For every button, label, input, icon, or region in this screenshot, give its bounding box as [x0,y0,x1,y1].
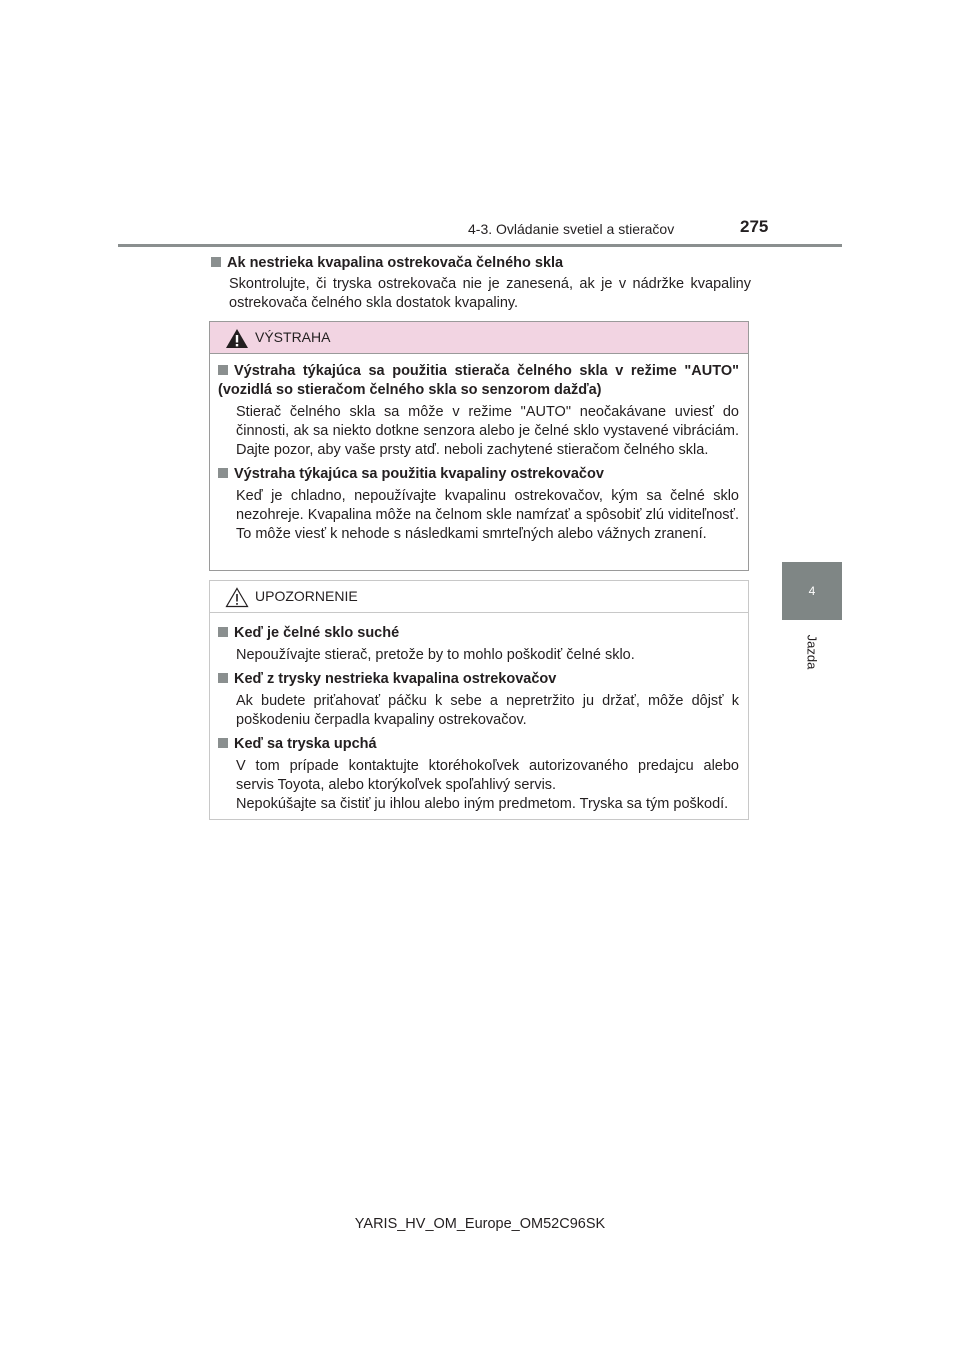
caution-item [218,735,739,814]
caution-header [210,581,748,613]
caution-item-title: Keď z trysky nestrieka kvapalina ostrekovačov [234,671,557,687]
warning-item-heading [218,362,739,400]
intro-section [211,254,751,313]
caution-content [210,613,748,814]
caution-item [218,624,739,665]
warning-item-text: Keď je chladno, nepoužívajte kvapalinu ostrekovačov, kým sa čelné sklo nezohreje. Kvapalina môže na čelnom skle namŕzať a spôsobiť zlú viditeľnosť. To môže viesť k nehode s následkami smrteľných alebo vážnych zranení. [236,488,739,542]
warning-item [218,465,739,544]
square-bullet-icon [218,468,228,478]
warning-item [218,362,739,460]
square-bullet-icon [218,365,228,375]
warning-box [209,321,749,571]
square-bullet-icon [211,257,221,267]
warning-title: VÝSTRAHA [255,329,331,345]
square-bullet-icon [218,738,228,748]
warning-item-text: Stierač čelného skla sa môže v režime "AUTO" neočakávane uviesť do činnosti, ak sa niekto dotkne senzora alebo je čelné sklo vystavené vibráciám. Dajte pozor, aby vaše prsty atď. neboli zachytené stieračom čelného skla. [236,404,739,458]
warning-item-heading [218,465,739,484]
warning-item-title: Výstraha týkajúca sa použitia kvapaliny ostrekovačov [234,466,604,482]
caution-icon [225,587,249,608]
intro-text: Skontrolujte, či tryska ostrekovača nie je zanesená, ak je v nádržke kvapaliny ostrekovača čelného skla dostatok kvapaliny. [229,276,751,311]
header-divider [118,244,842,247]
warning-icon [225,328,249,349]
caution-item-heading [218,735,739,754]
square-bullet-icon [218,627,228,637]
caution-item-text-extra: Nepokúšajte sa čistiť ju ihlou alebo iným predmetom. Tryska sa tým poškodí. [236,796,729,812]
caution-item-text: Ak budete priťahovať páčku k sebe a nepretržito ju držať, môže dôjsť k poškodeniu čerpadla kvapaliny ostrekovačov. [236,693,739,728]
chapter-label-text: Jazda [804,634,820,670]
warning-header [210,322,748,354]
intro-title: Ak nestrieka kvapalina ostrekovača čelného skla [227,255,564,271]
caution-item-title: Keď sa tryska upchá [234,736,377,752]
chapter-label [788,622,836,682]
caution-item [218,670,739,730]
header-section-title: 4-3. Ovládanie svetiel a stieračov [468,221,675,237]
caution-item-heading [218,624,739,643]
caution-box [209,580,749,820]
caution-title: UPOZORNENIE [255,588,358,604]
chapter-tab [782,562,842,620]
caution-item-text: V tom prípade kontaktujte ktoréhokoľvek autorizovaného predajcu alebo servis Toyota, alebo ktorýkoľvek spoľahlivý servis. [236,758,739,793]
caution-item-title: Keď je čelné sklo suché [234,625,400,641]
square-bullet-icon [218,673,228,683]
warning-content [210,354,748,544]
chapter-number: 4 [808,584,816,598]
page-number: 275 [740,217,769,236]
intro-heading [211,254,751,273]
document-code: YARIS_HV_OM_Europe_OM52C96SK [354,1216,606,1232]
warning-item-title: Výstraha týkajúca sa použitia stierača čelného skla v režime "AUTO" (vozidlá so stieračom čelného skla so senzorom dažďa) [218,363,739,398]
caution-item-heading [218,670,739,689]
caution-item-text: Nepoužívajte stierač, pretože by to mohlo poškodiť čelné sklo. [236,647,635,663]
